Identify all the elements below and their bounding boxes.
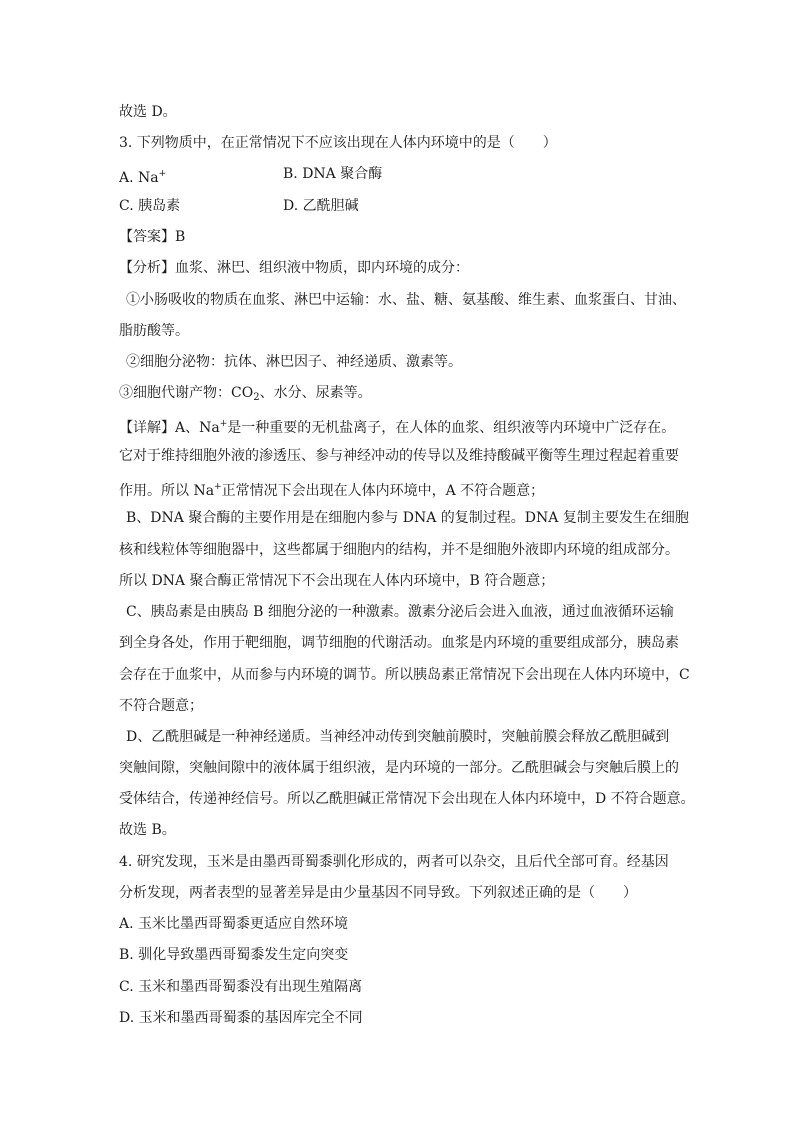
q3-analysis-item-2: ②细胞分泌物：抗体、淋巴因子、神经递质、激素等。 [126, 354, 462, 370]
q3-option-a [119, 164, 166, 188]
q3-analysis-item-3-post: 、水分、尿素等。 [259, 385, 372, 401]
question-3-stem: 3. 下列物质中，在正常情况下不应该出现在人体内环境中的是（ ） [119, 135, 557, 151]
q3-detail-a-line-1 [119, 414, 675, 438]
q3-detail-a-line-3 [119, 477, 544, 501]
q3-detail-a-pre: 【详解】A、Na [119, 420, 220, 436]
q3-answer: 【答案】B [119, 229, 186, 245]
q4-option-c: C. 玉米和墨西哥蜀黍没有出现生殖隔离 [119, 979, 363, 995]
q3-detail-c-line-1: C、胰岛素是由胰岛 B 细胞分泌的一种激素。激素分泌后会进入血液，通过血液循环运输 [126, 604, 674, 620]
q4-option-d: D. 玉米和墨西哥蜀黍的基因库完全不同 [119, 1010, 363, 1026]
q3-option-a-superscript: + [158, 169, 167, 179]
q3-detail-d-line-2: 突触间隙，突触间隙中的液体属于组织液，是内环境的一部分。乙酰胆碱会与突触后膜上的 [119, 760, 679, 776]
q3-detail-a3-pre: 作用。所以 Na [119, 483, 215, 499]
q3-analysis-item-3 [119, 383, 372, 408]
q3-option-c: C. 胰岛素 [119, 198, 181, 214]
q3-conclusion: 故选 B。 [119, 822, 176, 838]
q3-detail-d-line-3: 受体结合，传递神经信号。所以乙酰胆碱正常情况下会出现在人体内环境中，D 不符合题意。 [119, 791, 695, 807]
previous-answer-conclusion: 故选 D。 [119, 104, 177, 120]
q3-analysis-item-3-subscript: 2 [253, 392, 260, 403]
q3-detail-b-line-1: B、DNA 聚合酶的主要作用是在细胞内参与 DNA 的复制过程。DNA 复制主要发生在细胞 [126, 510, 689, 526]
q3-detail-c-line-3: 会存在于血浆中，从而参与内环境的调节。所以胰岛素正常情况下会出现在人体内环境中，C [119, 667, 690, 683]
q3-analysis-item-1: ①小肠吸收的物质在血浆、淋巴中运输：水、盐、糖、氨基酸、维生素、血浆蛋白、甘油、 [126, 292, 686, 308]
q3-analysis-item-1-cont: 脂肪酸等。 [119, 323, 189, 339]
question-4-stem-line-1: 4. 研究发现，玉米是由墨西哥蜀黍驯化形成的，两者可以杂交，且后代全部可育。经基因 [119, 854, 669, 870]
q3-detail-a3-superscript: + [214, 482, 222, 492]
q3-detail-c-line-4: 不符合题意； [119, 698, 203, 714]
q3-detail-d-line-1: D、乙酰胆碱是一种神经递质。当神经冲动传到突触前膜时，突触前膜会释放乙酰胆碱到 [126, 729, 670, 745]
q3-detail-a-post: 是一种重要的无机盐离子，在人体的血浆、组织液等内环境中广泛存在。 [227, 420, 676, 436]
q3-analysis-intro: 【分析】血浆、淋巴、组织液中物质，即内环境的成分： [119, 260, 469, 276]
q4-option-a: A. 玉米比墨西哥蜀黍更适应自然环境 [119, 916, 349, 932]
q3-option-d: D. 乙酰胆碱 [283, 198, 359, 214]
q4-option-b: B. 驯化导致墨西哥蜀黍发生定向突变 [119, 947, 349, 963]
q3-option-b: B. DNA 聚合酶 [283, 166, 383, 182]
q3-analysis-item-3-pre: ③细胞代谢产物：CO [119, 385, 254, 401]
q3-detail-b-line-3: 所以 DNA 聚合酶正常情况下不会出现在人体内环境中，B 符合题意； [119, 573, 555, 589]
question-4-stem-line-2: 分析发现，两者表型的显著差异是由少量基因不同导致。下列叙述正确的是（ ） [119, 885, 637, 901]
q3-option-a-text: A. Na [119, 170, 159, 186]
q3-detail-b-line-2: 核和线粒体等细胞器中，这些都属于细胞内的结构，并不是细胞外液即内环境的组成部分。 [119, 542, 679, 558]
q3-detail-a-line-2: 它对于维持细胞外液的渗透压、参与神经冲动的传导以及维持酸碱平衡等生理过程起着重要 [119, 448, 679, 464]
q3-detail-a3-post: 正常情况下会出现在人体内环境中，A 不符合题意； [221, 483, 545, 499]
q3-detail-a-superscript: + [219, 419, 228, 429]
q3-detail-c-line-2: 到全身各处，作用于靶细胞，调节细胞的代谢活动。血浆是内环境的重要组成部分，胰岛素 [119, 635, 679, 651]
